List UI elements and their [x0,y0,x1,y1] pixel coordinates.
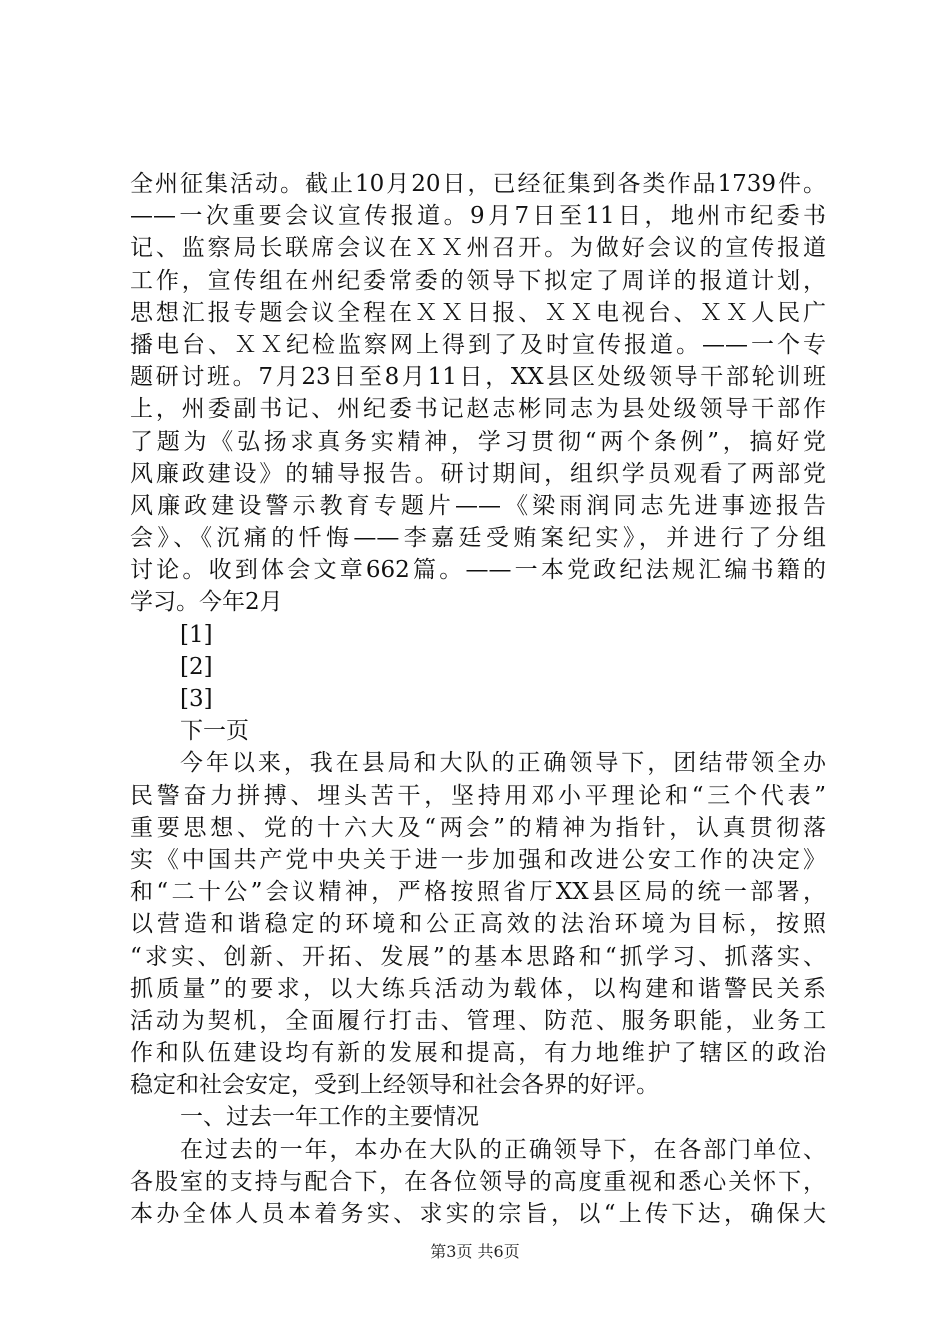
text-line: 全州征集活动。截止10月20日，已经征集到各类作品1739件。 [130,171,826,197]
text-line: 实《中国共产党中央关于进一步加强和改进公安工作的决定》 [130,846,826,873]
text-line: 和“二十公”会议精神，严格按照省厅XX县区局的统一部署， [130,879,826,906]
text-line: 抓质量”的要求，以大练兵活动为载体，以构建和谐警民关系 [130,975,826,1002]
text-line: 播电台、ＸＸ纪检监察网上得到了及时宣传报道。——一个专 [130,331,826,358]
text-line: 民警奋力拼搏、埋头苦干，坚持用邓小平理论和“三个代表” [130,782,826,809]
text-line: 题研讨班。7月23日至8月11日，XX县区处级领导干部轮训班 [130,364,826,391]
text-line: 在过去的一年，本办在大队的正确领导下，在各部门单位、 [180,1136,826,1163]
text-line: 会》、《沉痛的忏悔——李嘉廷受贿案纪实》，并进行了分组 [130,525,826,552]
text-line: 工作，宣传组在州纪委常委的领导下拟定了周详的报道计划， [130,267,826,294]
text-line: 学习。今年2月 [130,589,283,616]
text-line: 本办全体人员本着务实、求实的宗旨，以“上传下达，确保大 [130,1201,826,1227]
text-line: 各股室的支持与配合下，在各位领导的高度重视和悉心关怀下， [130,1168,826,1195]
text-line: 思想汇报专题会议全程在ＸＸ日报、ＸＸ电视台、ＸＸ人民广 [130,299,826,326]
text-line: 讨论。收到体会文章662篇。——一本党政纪法规汇编书籍的 [130,557,826,584]
text-line: 记、监察局长联席会议在ＸＸ州召开。为做好会议的宣传报道 [130,235,826,262]
page-link-2[interactable]: [2] [180,653,213,680]
text-line: 风廉政建设》的辅导报告。研讨期间，组织学员观看了两部党 [130,460,826,487]
text-line: ——一次重要会议宣传报道。9月7日至11日，地州市纪委书 [130,203,826,230]
next-page-link[interactable]: 下一页 [180,718,249,745]
text-line: 风廉政建设警示教育专题片——《梁雨润同志先进事迹报告 [130,492,826,519]
text-line: 今年以来，我在县局和大队的正确领导下，团结带领全办 [180,750,826,777]
page-link-1[interactable]: [1] [180,621,213,648]
document-body [130,168,826,1230]
section-heading: 一、过去一年工作的主要情况 [180,1104,479,1131]
text-line: 重要思想、党的十六大及“两会”的精神为指针，认真贯彻落 [130,814,826,841]
text-line: 稳定和社会安定，受到上经领导和社会各界的好评。 [130,1072,659,1099]
text-line: 上，州委副书记、州纪委书记赵志彬同志为县处级领导干部作 [130,396,826,423]
text-line: 作和队伍建设均有新的发展和提高，有力地维护了辖区的政治 [130,1040,826,1067]
text-line: 以营造和谐稳定的环境和公正高效的法治环境为目标，按照 [130,911,826,938]
page-link-3[interactable]: [3] [180,686,213,712]
text-line: “求实、创新、开拓、发展”的基本思路和“抓学习、抓落实、 [130,943,826,970]
text-line: 活动为契机，全面履行打击、管理、防范、服务职能，业务工 [130,1007,826,1034]
page-footer: 第3页 共6页 [430,1242,520,1261]
text-line: 了题为《弘扬求真务实精神，学习贯彻“两个条例”，搞好党 [130,428,826,455]
